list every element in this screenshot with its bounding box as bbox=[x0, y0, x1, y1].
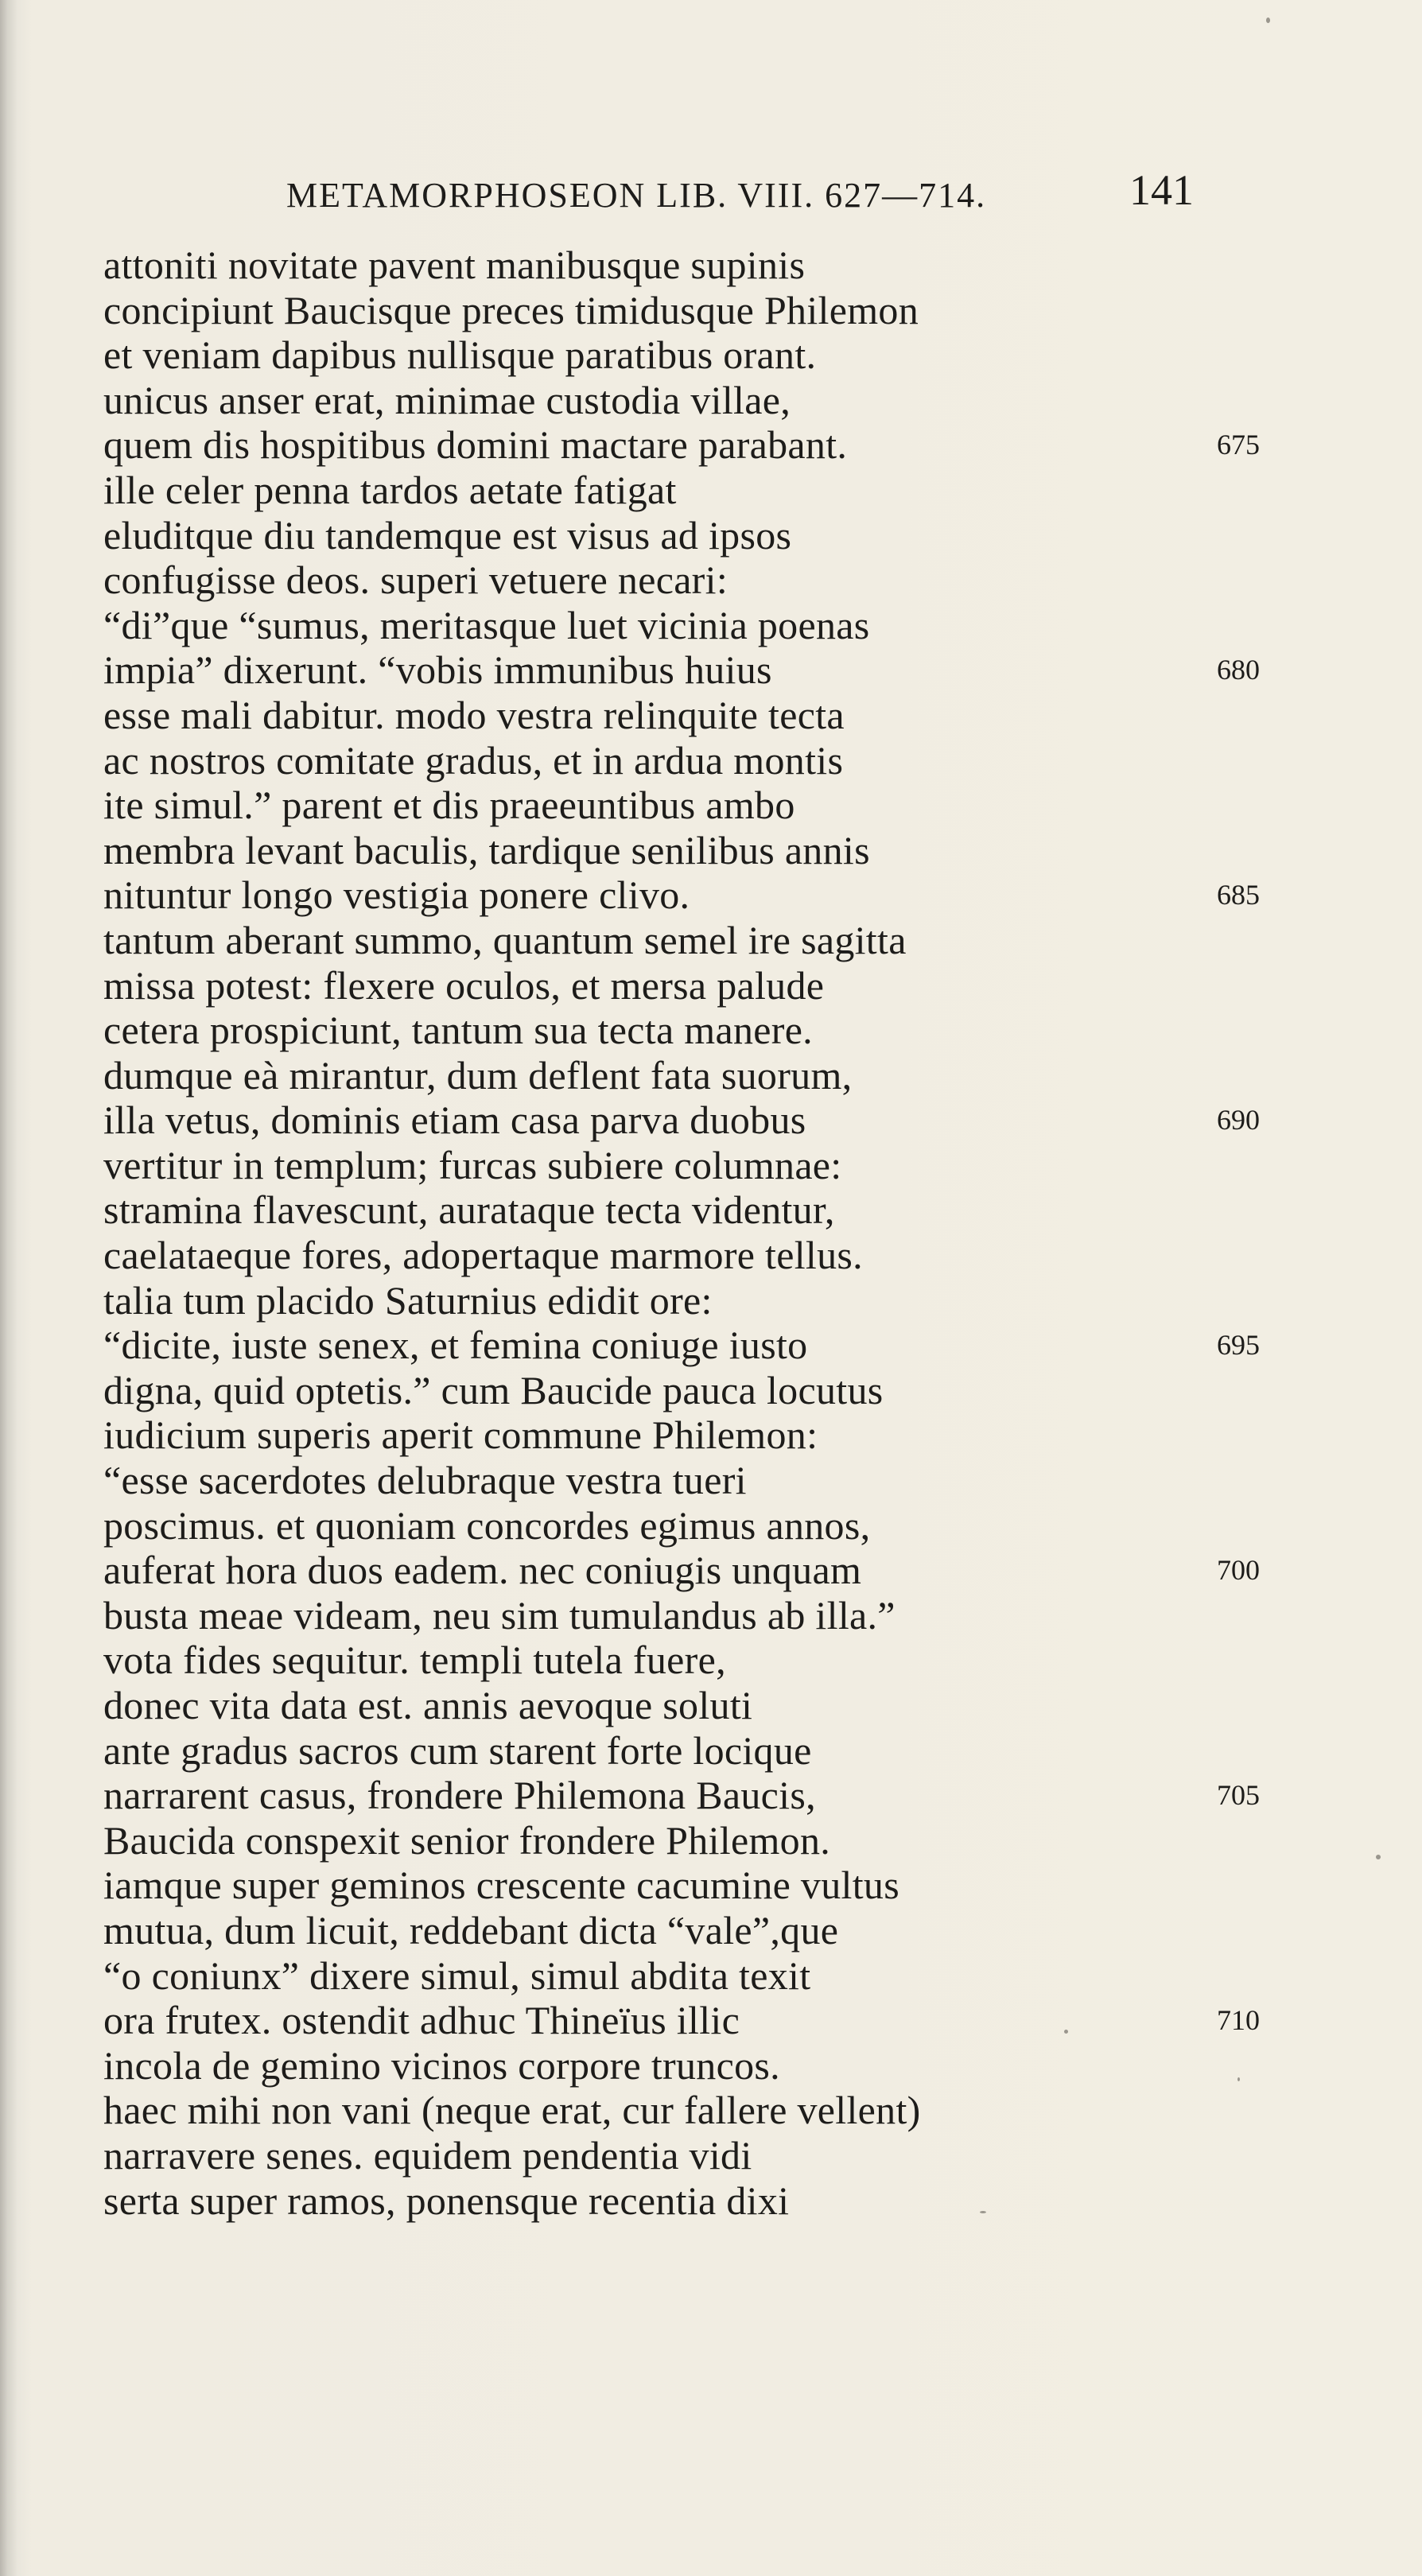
verse-line bbox=[103, 738, 1344, 783]
verse-line bbox=[103, 1548, 1344, 1593]
paper-speck bbox=[1376, 1855, 1381, 1859]
verse-line bbox=[103, 1233, 1344, 1278]
verse-text: busta meae videam, neu sim tumulandus ab illa.” bbox=[103, 1592, 896, 1638]
verse-text: ora frutex. ostendit adhuc Thineïus illic bbox=[103, 1998, 740, 2043]
line-number: 675 bbox=[1217, 429, 1260, 461]
verse-line bbox=[103, 1053, 1344, 1098]
verse-line bbox=[103, 693, 1344, 738]
verse-line bbox=[103, 783, 1344, 828]
verse-text: membra levant baculis, tardique senilibus annis bbox=[103, 827, 870, 872]
verse-line bbox=[103, 2043, 1344, 2088]
verse-line bbox=[103, 1008, 1344, 1053]
verse-line bbox=[103, 963, 1344, 1008]
verse-text: iamque super geminos crescente cacumine vultus bbox=[103, 1863, 899, 1908]
paper-speck bbox=[1237, 2077, 1240, 2081]
verse-text: ac nostros comitate gradus, et in ardua montis bbox=[103, 737, 844, 783]
verse-text: iudicium superis aperit commune Philemon: bbox=[103, 1412, 818, 1458]
verse-text: quem dis hospitibus domini mactare parabant. bbox=[103, 422, 848, 468]
paper-speck bbox=[980, 2211, 986, 2213]
verse-line bbox=[103, 1638, 1344, 1683]
verse-text: attoniti novitate pavent manibusque supinis bbox=[103, 243, 806, 287]
verse-line bbox=[103, 828, 1344, 873]
verse-text: et veniam dapibus nullisque paratibus orant. bbox=[103, 332, 817, 378]
verse-line bbox=[103, 1593, 1344, 1638]
line-number: 685 bbox=[1217, 879, 1260, 911]
verse-line bbox=[103, 2133, 1344, 2178]
verse-text: donec vita data est. annis aevoque soluti bbox=[103, 1683, 753, 1727]
verse-text: “o coniunx” dixere simul, simul abdita texit bbox=[103, 1952, 811, 1998]
verse-line bbox=[103, 2178, 1344, 2224]
verse-text: illa vetus, dominis etiam casa parva duobus bbox=[103, 1098, 806, 1143]
verse-text: ante gradus sacros cum starent forte locique bbox=[103, 1727, 812, 1773]
verse-line bbox=[103, 1323, 1344, 1368]
line-number: 695 bbox=[1217, 1329, 1260, 1362]
verse-text: haec mihi non vani (neque erat, cur fallere vellent) bbox=[103, 2088, 921, 2133]
verse-text: ite simul.” parent et dis praeeuntibus ambo bbox=[103, 783, 795, 828]
line-number: 705 bbox=[1217, 1779, 1260, 1812]
verse-line bbox=[103, 647, 1344, 693]
verse-text: narrarent casus, frondere Philemona Baucis, bbox=[103, 1773, 816, 1818]
verse-line bbox=[103, 378, 1344, 423]
verse-text: confugisse deos. superi vetuere necari: bbox=[103, 558, 728, 603]
verse-text: stramina flavescunt, aurataque tecta videntur, bbox=[103, 1187, 835, 1233]
verse-line bbox=[103, 468, 1344, 513]
verse-text: impia” dixerunt. “vobis immunibus huius bbox=[103, 647, 772, 693]
verse-text: nituntur longo vestigia ponere clivo. bbox=[103, 872, 690, 918]
verse-text: cetera prospiciunt, tantum sua tecta manere. bbox=[103, 1008, 813, 1053]
verse-text: mutua, dum licuit, reddebant dicta “vale”,que bbox=[103, 1907, 839, 1952]
page-header bbox=[0, 165, 1422, 221]
verse-line bbox=[103, 1863, 1344, 1908]
verse-text: auferat hora duos eadem. nec coniugis unquam bbox=[103, 1548, 862, 1593]
page-number: 141 bbox=[1129, 166, 1194, 214]
verse-text: “dicite, iuste senex, et femina coniuge iusto bbox=[103, 1323, 808, 1368]
verse-text: eluditque diu tandemque est visus ad ipsos bbox=[103, 512, 792, 558]
paper-speck bbox=[1266, 17, 1270, 23]
verse-line bbox=[103, 1098, 1344, 1143]
verse-line bbox=[103, 1683, 1344, 1728]
verse-text: missa potest: flexere oculos, et mersa palude bbox=[103, 962, 825, 1008]
verse-text: vota fides sequitur. templi tutela fuere, bbox=[103, 1638, 726, 1683]
line-number: 680 bbox=[1217, 654, 1260, 686]
verse-line bbox=[103, 1187, 1344, 1233]
verse-line bbox=[103, 1412, 1344, 1458]
verse-line bbox=[103, 1278, 1344, 1323]
page-gutter bbox=[0, 0, 17, 2576]
verse-line bbox=[103, 1143, 1344, 1188]
verse-text: vertitur in templum; furcas subiere columnae: bbox=[103, 1142, 842, 1187]
verse-text: tantum aberant summo, quantum semel ire sagitta bbox=[103, 917, 907, 962]
verse-text: incola de gemino vicinos corpore truncos. bbox=[103, 2042, 780, 2088]
verse-line bbox=[103, 288, 1344, 333]
verse-text: digna, quid optetis.” cum Baucide pauca locutus bbox=[103, 1367, 884, 1412]
verse-line bbox=[103, 872, 1344, 918]
verse-line bbox=[103, 1818, 1344, 1863]
verse-text: dumque eà mirantur, dum deflent fata suorum, bbox=[103, 1052, 853, 1098]
verse-text: ille celer penna tardos aetate fatigat bbox=[103, 467, 677, 512]
verse-text: serta super ramos, ponensque recentia dixi bbox=[103, 2178, 790, 2223]
verse-text: narravere senes. equidem pendentia vidi bbox=[103, 2132, 752, 2178]
verse-line bbox=[103, 1458, 1344, 1503]
verse-text: “esse sacerdotes delubraque vestra tueri bbox=[103, 1458, 747, 1503]
verse-text: “di”que “sumus, meritasque luet vicinia poenas bbox=[103, 602, 870, 647]
verse-line bbox=[103, 243, 1344, 288]
verse-line bbox=[103, 332, 1344, 378]
verse-text: talia tum placido Saturnius edidit ore: bbox=[103, 1277, 713, 1323]
verse-text: unicus anser erat, minimae custodia villae, bbox=[103, 377, 791, 422]
verse-line bbox=[103, 1773, 1344, 1818]
line-number: 700 bbox=[1217, 1554, 1260, 1587]
verse-text: esse mali dabitur. modo vestra relinquite tecta bbox=[103, 692, 845, 737]
verse-line bbox=[103, 1503, 1344, 1548]
verse-line bbox=[103, 1368, 1344, 1413]
verse-line bbox=[103, 1998, 1344, 2043]
verse-line bbox=[103, 1953, 1344, 1999]
verse-text: Baucida conspexit senior frondere Philemon. bbox=[103, 1817, 831, 1863]
verse-text: concipiunt Baucisque preces timidusque Philemon bbox=[103, 287, 919, 332]
verse-line bbox=[103, 558, 1344, 603]
paper-speck bbox=[1064, 2030, 1068, 2034]
verse-line bbox=[103, 422, 1344, 468]
verse-line bbox=[103, 918, 1344, 963]
verse-line bbox=[103, 1728, 1344, 1774]
verse-block bbox=[103, 243, 1344, 2223]
verse-line bbox=[103, 2088, 1344, 2133]
verse-text: caelataeque fores, adopertaque marmore tellus. bbox=[103, 1233, 863, 1278]
verse-line bbox=[103, 513, 1344, 558]
verse-line bbox=[103, 603, 1344, 648]
running-title: METAMORPHOSEON LIB. VIII. 627—714. bbox=[286, 176, 987, 215]
verse-line bbox=[103, 1908, 1344, 1953]
verse-text: poscimus. et quoniam concordes egimus annos, bbox=[103, 1502, 871, 1548]
line-number: 710 bbox=[1217, 2004, 1260, 2037]
line-number: 690 bbox=[1217, 1104, 1260, 1136]
